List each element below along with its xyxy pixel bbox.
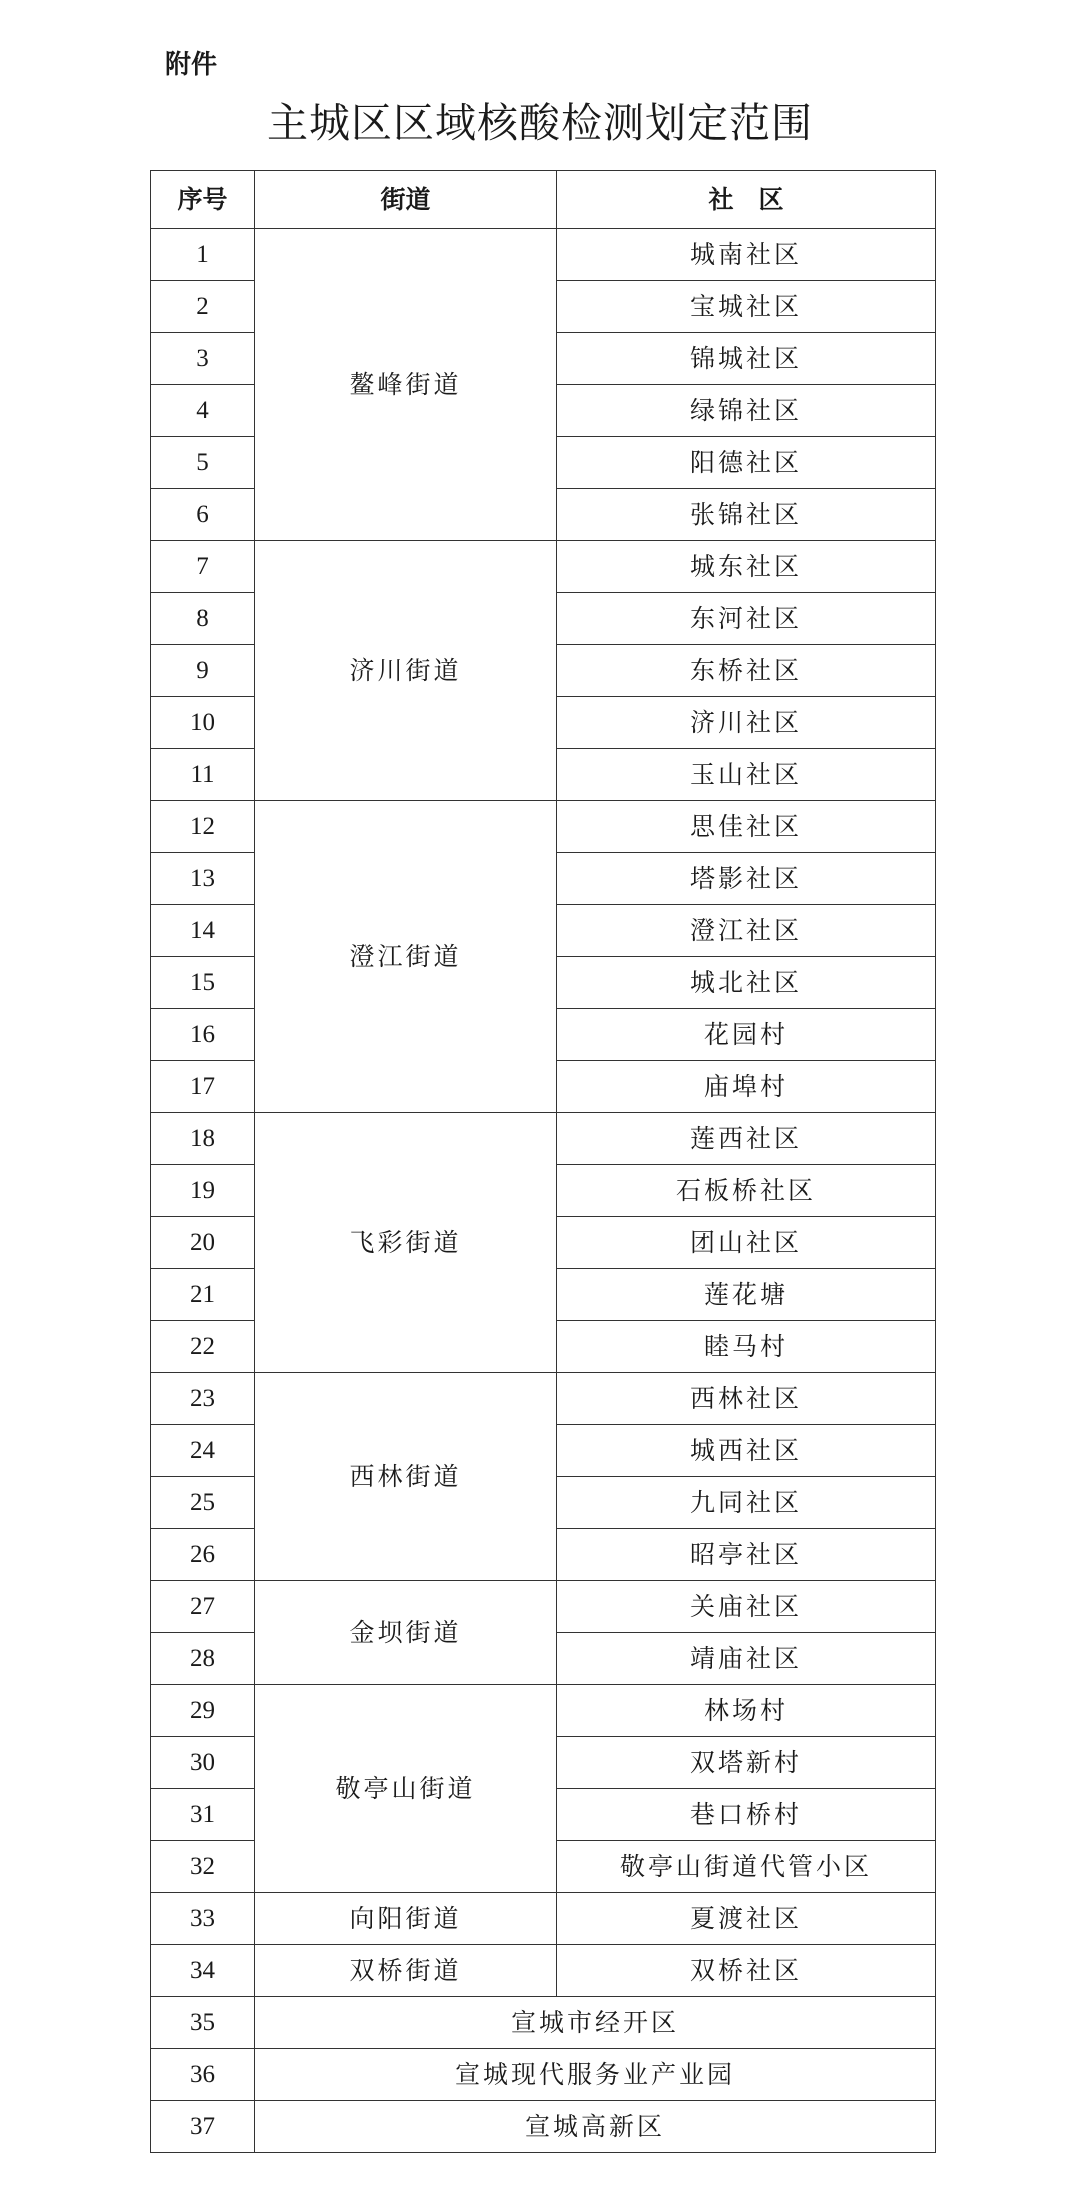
- column-header-community: 社 区: [557, 171, 936, 229]
- table-row: [151, 1945, 936, 1997]
- community-name: 巷口桥村: [557, 1789, 936, 1841]
- row-number: 22: [151, 1321, 255, 1373]
- row-number: 29: [151, 1685, 255, 1737]
- table-row: [151, 2101, 936, 2153]
- community-name: 济川社区: [557, 697, 936, 749]
- street-name: 敬亭山街道: [255, 1685, 557, 1893]
- community-name: 锦城社区: [557, 333, 936, 385]
- row-number: 20: [151, 1217, 255, 1269]
- row-number: 11: [151, 749, 255, 801]
- row-number: 32: [151, 1841, 255, 1893]
- row-number: 35: [151, 1997, 255, 2049]
- table-row: [151, 801, 936, 853]
- community-name: 城南社区: [557, 229, 936, 281]
- row-number: 26: [151, 1529, 255, 1581]
- street-name: 济川街道: [255, 541, 557, 801]
- community-name: 双桥社区: [557, 1945, 936, 1997]
- community-name: 思佳社区: [557, 801, 936, 853]
- column-header-number: 序号: [151, 171, 255, 229]
- row-number: 25: [151, 1477, 255, 1529]
- community-name: 澄江社区: [557, 905, 936, 957]
- row-number: 1: [151, 229, 255, 281]
- community-name: 林场村: [557, 1685, 936, 1737]
- attachment-label: 附件: [165, 50, 218, 80]
- community-name: 城西社区: [557, 1425, 936, 1477]
- row-number: 5: [151, 437, 255, 489]
- table-row: [151, 1997, 936, 2049]
- row-number: 36: [151, 2049, 255, 2101]
- community-name: 敬亭山街道代管小区: [557, 1841, 936, 1893]
- row-number: 3: [151, 333, 255, 385]
- community-name: 靖庙社区: [557, 1633, 936, 1685]
- table-row: [151, 229, 936, 281]
- zone-name: 宣城市经开区: [255, 1997, 936, 2049]
- row-number: 37: [151, 2101, 255, 2153]
- community-name: 张锦社区: [557, 489, 936, 541]
- community-name: 城北社区: [557, 957, 936, 1009]
- row-number: 31: [151, 1789, 255, 1841]
- row-number: 9: [151, 645, 255, 697]
- community-name: 关庙社区: [557, 1581, 936, 1633]
- row-number: 27: [151, 1581, 255, 1633]
- row-number: 15: [151, 957, 255, 1009]
- street-name: 飞彩街道: [255, 1113, 557, 1373]
- community-name: 西林社区: [557, 1373, 936, 1425]
- street-name: 双桥街道: [255, 1945, 557, 1997]
- table-row: [151, 541, 936, 593]
- community-name: 夏渡社区: [557, 1893, 936, 1945]
- row-number: 19: [151, 1165, 255, 1217]
- row-number: 14: [151, 905, 255, 957]
- community-name: 庙埠村: [557, 1061, 936, 1113]
- column-header-street: 街道: [255, 171, 557, 229]
- community-name: 绿锦社区: [557, 385, 936, 437]
- community-name: 双塔新村: [557, 1737, 936, 1789]
- table-body: [151, 229, 936, 2153]
- table-row: [151, 1893, 936, 1945]
- street-name: 鳌峰街道: [255, 229, 557, 541]
- row-number: 33: [151, 1893, 255, 1945]
- row-number: 23: [151, 1373, 255, 1425]
- row-number: 30: [151, 1737, 255, 1789]
- street-name: 西林街道: [255, 1373, 557, 1581]
- community-name: 玉山社区: [557, 749, 936, 801]
- community-name: 昭亭社区: [557, 1529, 936, 1581]
- row-number: 34: [151, 1945, 255, 1997]
- row-number: 17: [151, 1061, 255, 1113]
- community-name: 宝城社区: [557, 281, 936, 333]
- row-number: 12: [151, 801, 255, 853]
- table-row: [151, 1685, 936, 1737]
- community-name: 阳德社区: [557, 437, 936, 489]
- row-number: 2: [151, 281, 255, 333]
- community-name: 莲花塘: [557, 1269, 936, 1321]
- community-name: 城东社区: [557, 541, 936, 593]
- scope-table: [150, 170, 936, 2153]
- community-name: 莲西社区: [557, 1113, 936, 1165]
- table-row: [151, 1581, 936, 1633]
- table-header-row: [151, 171, 936, 229]
- community-name: 东河社区: [557, 593, 936, 645]
- community-name: 东桥社区: [557, 645, 936, 697]
- community-name: 花园村: [557, 1009, 936, 1061]
- community-name: 团山社区: [557, 1217, 936, 1269]
- table-row: [151, 1373, 936, 1425]
- community-name: 石板桥社区: [557, 1165, 936, 1217]
- row-number: 28: [151, 1633, 255, 1685]
- row-number: 18: [151, 1113, 255, 1165]
- row-number: 10: [151, 697, 255, 749]
- table-row: [151, 2049, 936, 2101]
- table-row: [151, 1113, 936, 1165]
- street-name: 澄江街道: [255, 801, 557, 1113]
- page-title: 主城区区域核酸检测划定范围: [267, 99, 813, 147]
- community-name: 睦马村: [557, 1321, 936, 1373]
- community-name: 九同社区: [557, 1477, 936, 1529]
- row-number: 8: [151, 593, 255, 645]
- row-number: 4: [151, 385, 255, 437]
- row-number: 24: [151, 1425, 255, 1477]
- zone-name: 宣城现代服务业产业园: [255, 2049, 936, 2101]
- street-name: 向阳街道: [255, 1893, 557, 1945]
- row-number: 6: [151, 489, 255, 541]
- community-name: 塔影社区: [557, 853, 936, 905]
- row-number: 16: [151, 1009, 255, 1061]
- row-number: 7: [151, 541, 255, 593]
- street-name: 金坝街道: [255, 1581, 557, 1685]
- row-number: 13: [151, 853, 255, 905]
- zone-name: 宣城高新区: [255, 2101, 936, 2153]
- row-number: 21: [151, 1269, 255, 1321]
